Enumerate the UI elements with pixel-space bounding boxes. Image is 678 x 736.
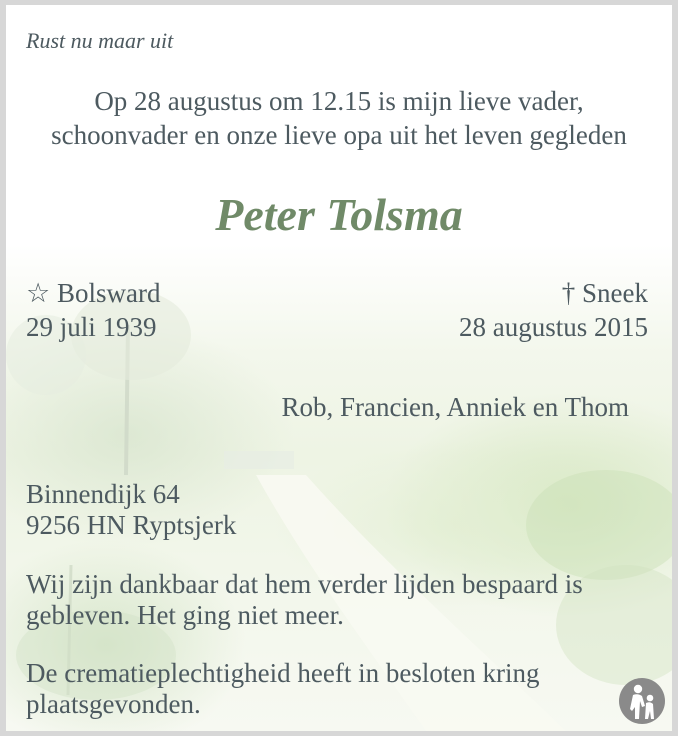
obituary-card xyxy=(6,5,672,731)
message-1-line-2: gebleven. Het ging niet meer. xyxy=(26,600,344,630)
birth-place-label: Bolsward xyxy=(56,278,161,308)
star-icon: ☆ xyxy=(26,278,51,308)
death-place-label: Sneek xyxy=(582,278,648,308)
birth-date: 29 juli 1939 xyxy=(26,312,157,342)
intro-line-1: Op 28 augustus om 12.15 is mijn lieve vader, xyxy=(94,86,584,116)
address-line-2: 9256 HN Ryptsjerk xyxy=(26,510,237,540)
address-line-1: Binnendijk 64 xyxy=(26,479,180,509)
death-place xyxy=(562,278,648,309)
intro-line-2: schoonvader en onze lieve opa uit het leven gegleden xyxy=(51,120,627,150)
deceased-name: Peter Tolsma xyxy=(215,189,463,240)
birth-place xyxy=(26,278,160,309)
message-2-line-1: De crematieplechtigheid heeft in besloten kring xyxy=(26,658,540,688)
death-date: 28 augustus 2015 xyxy=(459,312,648,342)
cross-icon: † xyxy=(561,278,576,308)
motto: Rust nu maar uit xyxy=(26,28,174,53)
signers: Rob, Francien, Anniek en Thom xyxy=(281,392,629,422)
person-silhouette-logo-icon xyxy=(618,677,666,725)
message-1-line-1: Wij zijn dankbaar dat hem verder lijden bespaard is xyxy=(26,569,583,599)
message-2-line-2: plaatsgevonden. xyxy=(26,689,201,719)
